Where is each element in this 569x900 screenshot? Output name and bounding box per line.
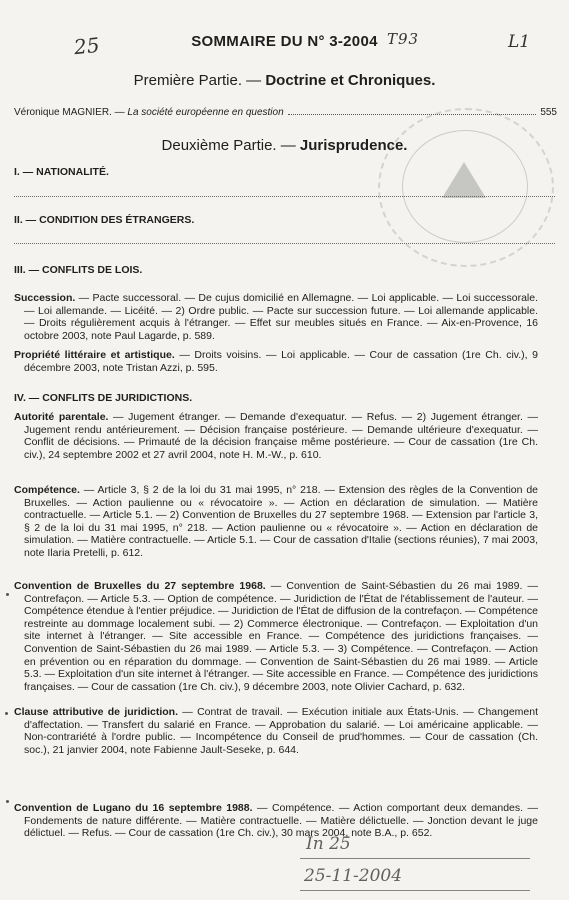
entry-text: — Compétence. — Action comportant deux demandes. — Fondements de nature différente. — Matière contractuelle. — Matière délictuelle. — Jonction devant le juge délictuel. — Refus. — Cour de cassation (1re Ch. civ.), 30 mars 2004, note B.A., p. 652. — [24, 802, 538, 840]
stamp-line — [300, 858, 530, 859]
part1-strong: Doctrine et Chroniques. — [265, 72, 436, 89]
entry-term: Succession. — [14, 292, 76, 304]
part1-label: Première Partie. — — [133, 72, 262, 89]
entry-convention-bruxelles — [14, 580, 538, 693]
entry-text: — Droits voisins. — Loi applicable. — Cour de cassation (1re Ch. civ.), 9 décembre 2003, note Tristan Azzi, p. 595. — [24, 349, 538, 374]
received-stamp — [300, 818, 530, 896]
entry-term: Clause attributive de juridiction. — [14, 706, 178, 718]
part2-label: Deuxième Partie. — — [161, 137, 296, 154]
entry-term: Autorité parentale. — [14, 411, 109, 423]
stamp-emblem-icon — [442, 162, 486, 198]
section-nationalite: I. — NATIONALITÉ. — [14, 166, 109, 178]
entry-propriete-litteraire — [14, 349, 538, 374]
section-conflits-lois: III. — CONFLITS DE LOIS. — [14, 264, 143, 276]
toc-author: Véronique MAGNIER. — — [14, 107, 125, 118]
dotted-placeholder-line — [14, 195, 555, 197]
received-number: In 25 — [306, 834, 351, 854]
handwritten-mark: L1 — [508, 32, 531, 52]
entry-text: — Article 3, § 2 de la loi du 31 mai 1995, n° 218. — Extension des règles de la Convention de Bruxelles. — Action paulienne ou « révocatoire ». — Action en déclaration de simulation. — Matière contractuelle. — Article 5.1. — 2) Convention de Bruxelles du 27 septembre 1968. — Extension par l'article 3, § 2 de la loi du 31 mai 1995, n° 218. — Action paulienne ou « révocatoire ». — Action en déclaration de simulation. — Matière contractuelle. — Article 5.1. — Cour de cassation d'Italie (sections réunies), 7 mai 2003, note Ilaria Pretelli, p. 612. — [24, 484, 538, 559]
entry-text: — Pacte successoral. — De cujus domicilié en Allemagne. — Loi applicable. — Loi successorale. — Loi allemande. — Licéité. — 2) Ordre public. — Pacte sur succession future. — Loi allemande applicable. — Droits régulièrement acquis à l'étranger. — Effet sur meubles situés en France. — Aix-en-Provence, 16 octobre 2003, note Paul Lagarde, p. 589. — [24, 292, 538, 342]
dotted-placeholder-line — [14, 242, 555, 244]
handwritten-code: T93 — [387, 30, 420, 48]
entry-text: — Convention de Saint-Sébastien du 26 mai 1989. — Contrefaçon. — Article 5.3. — Option de compétence. — Juridiction de l'État de l'établissement de l'auteur. — Compétence étendue à l'entier préjudice. — Juridiction de l'État de diffusion de la contrefaçon. — Compétence restreinte au dommage localement subi. — 2) Commerce électronique. — Contrefaçon. — Exploitation d'un site internet à l'étranger. — Site accessible en France. — Compétence des juridictions françaises. — Convention de Saint-Sébastien du 26 mai 1989. — Article 5.3. — 3) Compétence. — Contrefaçon. — Action en prévention ou en réparation du dommage. — Convention de Saint-Sébastien du 26 mai 1989. — Article 5.3. — Exploitation d'un site internet à l'étranger. — Site accessible en France. — Compétence des juridictions françaises. — Cour de cassation (1re Ch. civ.), 9 décembre 2003, note Olivier Cachard, p. 632. — [24, 580, 538, 693]
entry-clause-attributive — [14, 706, 538, 756]
entry-term: Compétence. — [14, 484, 80, 496]
page-title: SOMMAIRE DU N° 3-2004 — [191, 33, 378, 50]
entry-autorite-parentale — [14, 411, 538, 461]
entry-term: Convention de Lugano du 16 septembre 1988. — [14, 802, 253, 814]
part1-heading — [0, 72, 569, 89]
section-conflits-juridictions: IV. — CONFLITS DE JURIDICTIONS. — [14, 392, 193, 404]
toc-work: La société européenne en question — [127, 107, 284, 118]
stamp-line — [300, 890, 530, 891]
page-speck — [6, 593, 9, 596]
entry-term: Propriété littéraire et artistique. — [14, 349, 175, 361]
entry-text: — Contrat de travail. — Exécution initiale aux États-Unis. — Changement d'affectation. — Transfert du salarié en France. — Approbation du salarié. — Loi américaine applicable. — Non-contrariété à l'ordre public. — Incompétence du Conseil de prud'hommes. — Cour de cassation (Ch. soc.), 21 janvier 2004, note Fabienne Jault-Seseke, p. 644. — [24, 706, 539, 756]
entry-term: Convention de Bruxelles du 27 septembre 1968. — [14, 580, 266, 592]
page-speck — [5, 712, 8, 715]
part2-strong: Jurisprudence. — [299, 137, 408, 154]
entry-succession — [14, 292, 538, 342]
section-condition-etrangers: II. — CONDITION DES ÉTRANGERS. — [14, 214, 195, 226]
toc-page: 555 — [540, 107, 557, 118]
received-date: 25-11-2004 — [304, 866, 403, 886]
page-speck — [6, 800, 9, 803]
handwritten-page-number: 25 — [72, 32, 101, 60]
entry-text: — Jugement étranger. — Demande d'exequatur. — Refus. — 2) Jugement étranger. — Jugement rendu antérieurement. — Décision française postérieure. — Demande ultérieure d'exequatur. — Conflit de décisions. — Primauté de la décision française même postérieure. — Cour de cassation (1re Ch. civ.), 24 septembre 2002 et 27 avril 2004, note H. M.-W., p. 610. — [24, 411, 538, 461]
entry-competence — [14, 484, 538, 560]
